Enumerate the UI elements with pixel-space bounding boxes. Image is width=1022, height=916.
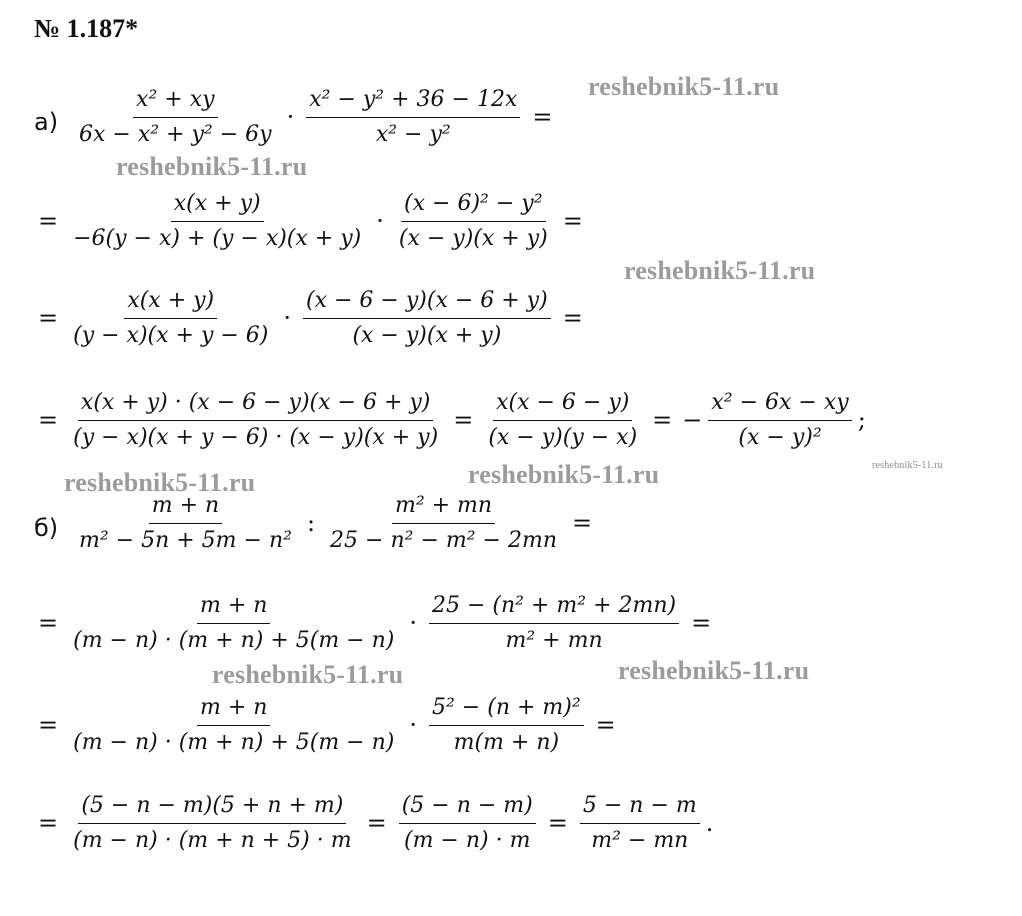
watermark: reshebnik5-11.ru [116, 152, 308, 181]
fraction: $\frac{x(x + y) \cdot (x - 6 - y)(x - 6 + y)}{(y - x)(x + y - 6) \cdot (x - y)(x + y)}$ [73, 390, 439, 450]
watermark: reshebnik5-11.ru [588, 72, 780, 101]
watermark: reshebnik5-11.ru [618, 656, 810, 685]
fraction: $\frac{\text{x² + xy}}{\text{6x − x² + y² − 6y}}$ [79, 87, 272, 147]
part-a-line-2: = $\frac{x(x + y)}{-6(y - x) + (y - x)(x + y)}$ · $\frac{\text{(x − 6)² − y²}}{(x - y)(x + y)}$ = [38, 191, 583, 251]
fraction: $\frac{(5 - n - m)(5 + n + m)}{(m - n) \cdot (m + n + 5) \cdot m}$ [73, 793, 352, 853]
part-a-line-1: $\frac{\text{x² + xy}}{\text{6x − x² + y² − 6y}}$ · $\frac{\text{x² − y² + 36 − 12x}}{\text{x² − y²}}$ = [72, 86, 1022, 148]
fraction: $\frac{m + n}{\text{m² − 5n + 5m − n²}}$ [79, 493, 292, 553]
part-b-line-2: = $\frac{m + n}{(m - n) \cdot (m + n) + 5(m - n)}$ · $\frac{\text{25 − (n² + m² + 2mn)}}{\text{m² + mn}}$ = [38, 593, 712, 653]
problem-number: № 1.187* [34, 14, 139, 43]
fraction: $\frac{\text{5² − (n + m)²}}{m(m + n)}$ [429, 694, 584, 756]
fraction: $\frac{m + n}{(m - n) \cdot (m + n) + 5(m - n)}$ [73, 695, 395, 755]
part-b-line-4: = $\frac{(5 - n - m)(5 + n + m)}{(m - n) \cdot (m + n + 5) \cdot m}$ = $\frac{(5 - n - m)}{(m - n) \cdot m}$ = $\frac{5 - n - m}{\text{m² − mn}}$ . [38, 793, 714, 853]
fraction: $\frac{x(x - 6 - y)}{(x - y)(y - x)}$ [488, 390, 638, 450]
fraction: $\frac{\text{25 − (n² + m² + 2mn)}}{\text{m² + mn}}$ [429, 592, 679, 654]
fraction: $\frac{x(x + y)}{(y - x)(x + y - 6)}$ [73, 288, 269, 348]
part-a-line-4: = $\frac{x(x + y) \cdot (x - 6 - y)(x - 6 + y)}{(y - x)(x + y - 6) \cdot (x - y)(x + y)}$ = $\frac{x(x - 6 - y)}{(x - y)(y - x)}$ = − $\frac{\text{x² − 6x − xy}}{\text{(x − y)²}}$ ; [38, 390, 866, 450]
part-b-line-1: $\frac{m + n}{\text{m² − 5n + 5m − n²}}$ : $\frac{\text{m² + mn}}{\text{25 − n² − m² − 2mn}}$ = [72, 492, 1022, 554]
watermark: reshebnik5-11.ru [64, 468, 256, 497]
fraction: $\frac{x(x + y)}{-6(y - x) + (y - x)(x + y)}$ [73, 191, 362, 251]
watermark: reshebnik5-11.ru [624, 256, 816, 285]
part-a-label: а) [34, 108, 59, 136]
watermark: reshebnik5-11.ru [212, 660, 404, 689]
fraction: $\frac{\text{m² + mn}}{\text{25 − n² − m² − 2mn}}$ [330, 493, 557, 553]
watermark: reshebnik5-11.ru [468, 460, 660, 489]
fraction: $\frac{(x - 6 - y)(x - 6 + y)}{(x - y)(x + y)}$ [303, 287, 551, 349]
fraction: $\frac{m + n}{(m - n) \cdot (m + n) + 5(m - n)}$ [73, 593, 395, 653]
fraction: $\frac{\text{x² − y² + 36 − 12x}}{\text{x² − y²}}$ [306, 86, 520, 148]
part-b-label: б) [34, 514, 59, 542]
part-a-line-3: = $\frac{x(x + y)}{(y - x)(x + y - 6)}$ · $\frac{(x - 6 - y)(x - 6 + y)}{(x - y)(x + y)}$ = [38, 288, 583, 348]
fraction: $\frac{5 - n - m}{\text{m² − mn}}$ [580, 792, 700, 854]
fraction: $\frac{\text{x² − 6x − xy}}{\text{(x − y)²}}$ [708, 389, 851, 451]
part-b-line-3: = $\frac{m + n}{(m - n) \cdot (m + n) + 5(m - n)}$ · $\frac{\text{5² − (n + m)²}}{m(m + n)}$ = [38, 695, 616, 755]
fraction: $\frac{\text{(x − 6)² − y²}}{(x - y)(x + y)}$ [398, 191, 548, 251]
fraction: $\frac{(5 - n - m)}{(m - n) \cdot m}$ [399, 792, 536, 854]
watermark: reshebnik5-11.ru [872, 460, 943, 471]
